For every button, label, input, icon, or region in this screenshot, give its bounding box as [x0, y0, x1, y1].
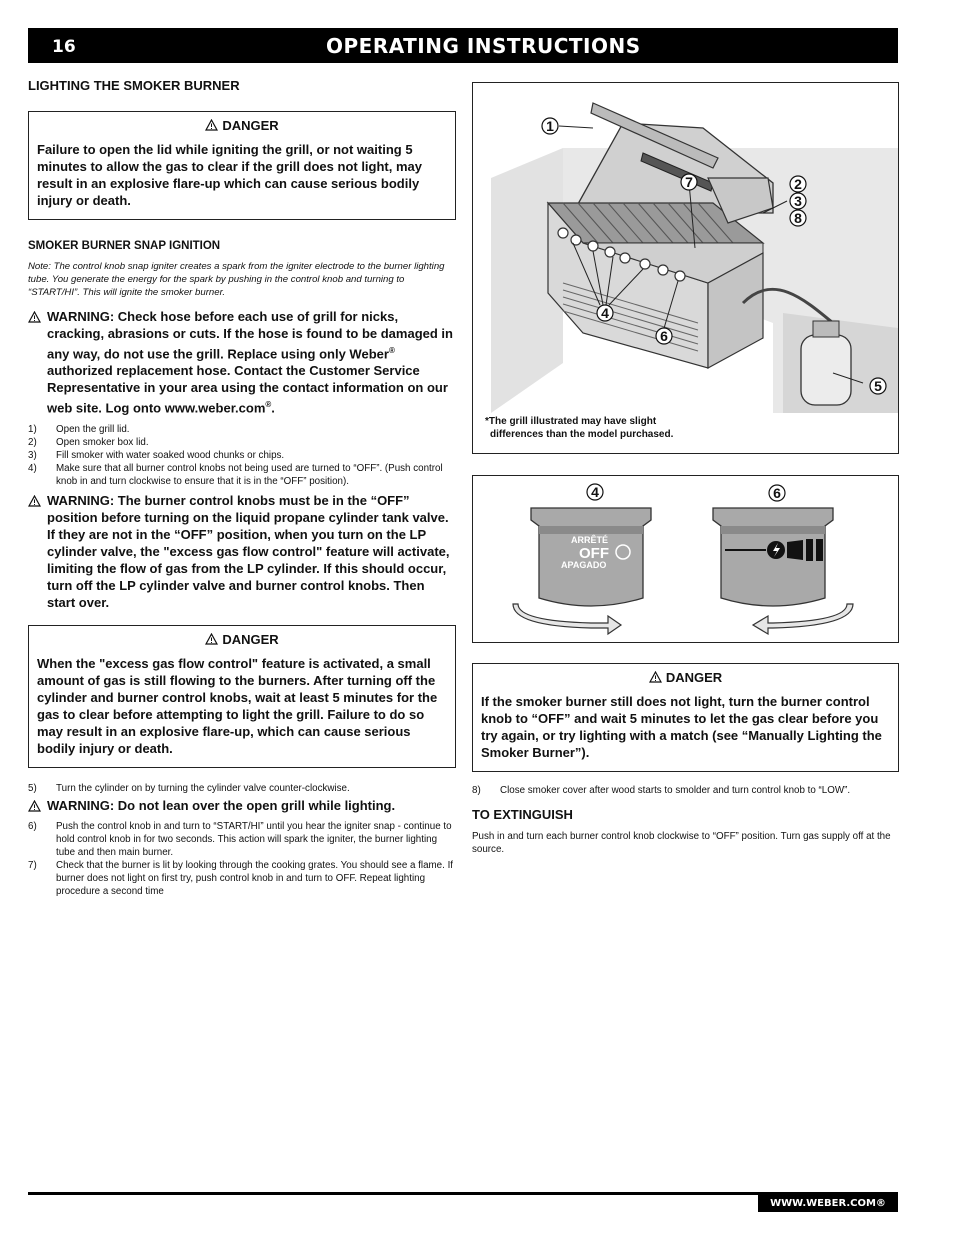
danger-heading: DANGER — [37, 632, 447, 647]
callout-7: 7 — [685, 174, 693, 190]
page-title: OPERATING INSTRUCTIONS — [326, 34, 641, 58]
list-item: 5) Turn the cylinder on by turning the cylinder valve counter-clockwise. — [28, 782, 350, 794]
steps-list-a — [28, 423, 456, 488]
danger-heading: DANGER — [37, 118, 447, 133]
warning-triangle-icon — [649, 671, 662, 683]
list-item: 4) Make sure that all burner control knobs not being used are turned to “OFF”. (Push control knob in and turn clockwise to ensure that it is in the “OFF” position). — [28, 462, 443, 487]
extinguish-text: Push in and turn each burner control knob clockwise to “OFF” position. Turn gas supply off at the source. — [472, 831, 891, 855]
list-item: 1) Open the grill lid. — [28, 423, 130, 435]
warning-triangle-icon — [205, 119, 218, 131]
list-item: 7) Check that the burner is lit by looking through the cooking grates. You should see a flame. If burner does not light on first try, push control knob in and turn to OFF. Repeat lighting procedure a second time — [28, 859, 454, 897]
subsection-title: SMOKER BURNER SNAP IGNITION — [28, 240, 221, 252]
list-item: 8) Close smoker cover after wood starts to smolder and turn control knob to “LOW”. — [472, 785, 851, 796]
callout-8: 8 — [794, 210, 802, 226]
extinguish-title: TO EXTINGUISH — [472, 807, 573, 822]
callout-2: 2 — [794, 176, 802, 192]
danger-text: When the "excess gas flow control" feature is activated, a small amount of gas is still flowing to the burners. After turning off the cylinder and burner control knobs, wait at least 5 minutes for the gas to clear before attempting to light the grill. Failure to do so may result in an explosive flare-up, which can cause serious bodily injury or death. — [37, 655, 438, 756]
callouts — [473, 83, 898, 413]
callout-4: 4 — [591, 484, 599, 500]
left-column — [28, 78, 456, 902]
right-column — [472, 82, 899, 856]
warning-knobs-off: WARNING: The burner control knobs must be in the “OFF” position before turning on the liquid propane cylinder tank valve. If they are not in the “OFF” position, when you turn on the LP cylinder valve, the "excess gas flow control" feature will activate, limiting the flow of gas from the LP cylinder. If this should occur, turn off the LP cylinder valve and burner control knobs. Then start over. — [28, 492, 456, 611]
grill-illustration — [472, 82, 899, 454]
warning-triangle-icon — [205, 633, 218, 645]
warning-lean: WARNING: Do not lean over the open grill while lighting. — [28, 797, 456, 814]
knob-drawing — [473, 476, 898, 640]
list-item: 6) Push the control knob in and turn to “START/HI” until you hear the igniter snap - continue to hold control knob in for two seconds. This action will spark the igniter, the burner lighting tube and then main burner. — [28, 820, 452, 858]
ignition-note: Note: The control knob snap igniter creates a spark from the igniter electrode to the burner lighting tube. You generate the energy for the spark by pushing in the control knob and turning to “START/HI”. This will ignite the smoker burner. — [28, 261, 445, 298]
danger-box-2 — [28, 625, 456, 768]
footer-website: WWW.WEBER.COM® — [758, 1195, 898, 1212]
callout-6: 6 — [773, 485, 781, 501]
callout-5: 5 — [874, 378, 882, 394]
callout-4: 4 — [601, 305, 609, 321]
knob-label-off: OFF — [579, 545, 609, 562]
callout-1: 1 — [546, 118, 554, 134]
list-item: 2) Open smoker box lid. — [28, 436, 149, 448]
knob-illustration — [472, 475, 899, 643]
section-title: LIGHTING THE SMOKER BURNER — [28, 78, 240, 93]
warning-hose: WARNING: Check hose before each use of grill for nicks, cracking, abrasions or cuts. If the hose is found to be damaged in any way, do not use the grill. Replace using only Weber® authorized replacement hose. Contact the Customer Service Representative in your area using the contact information on our web site. Log onto www.weber.com®. — [28, 308, 456, 417]
danger-heading: DANGER — [481, 670, 890, 685]
knob-label-arrete: ARRÊTÉ — [571, 535, 609, 545]
list-item: 3) Fill smoker with water soaked wood chunks or chips. — [28, 449, 285, 461]
warning-triangle-icon — [28, 495, 41, 507]
warning-triangle-icon — [28, 800, 41, 812]
danger-text: Failure to open the lid while igniting the grill, or not waiting 5 minutes to allow the gas to clear if the grill does not light, may result in an explosive flare-up which can cause serious bodily injury or death. — [37, 142, 422, 208]
figure-note: *The grill illustrated may have slight differences than the model purchased. — [485, 416, 674, 440]
callout-3: 3 — [794, 193, 802, 209]
callout-6: 6 — [660, 328, 668, 344]
knob-label-apagado: APAGADO — [561, 560, 607, 570]
danger-box-3 — [472, 663, 899, 772]
page-number: 16 — [52, 37, 76, 57]
danger-text: If the smoker burner still does not light, turn the burner control knob to “OFF” and wait 5 minutes to let the gas clear before you try again, or try lighting with a match (see “Manually Lighting the Smoker Burner”). — [481, 694, 882, 760]
header-bar — [28, 28, 898, 63]
steps-list-b — [28, 820, 456, 898]
danger-box-1 — [28, 111, 456, 220]
warning-triangle-icon — [28, 311, 41, 323]
